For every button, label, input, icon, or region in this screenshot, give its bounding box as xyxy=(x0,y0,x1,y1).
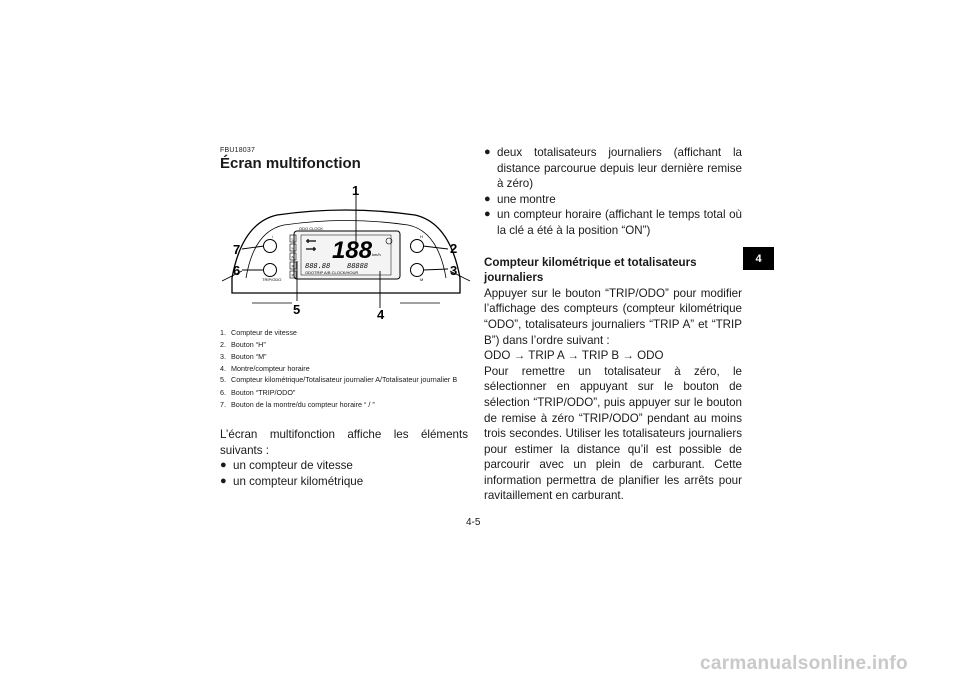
instrument-cluster-figure xyxy=(222,183,470,323)
legend-text: Bouton de la montre/du compteur horaire “ / ” xyxy=(231,399,375,409)
list-item xyxy=(220,474,468,490)
callout-6: 6 xyxy=(233,263,241,278)
legend-text: Bouton “TRIP/ODO” xyxy=(231,387,296,397)
list-item xyxy=(220,458,468,474)
speed-unit: km/h xyxy=(372,252,381,257)
list-item-text: un compteur de vitesse xyxy=(233,459,353,473)
lcd-bottom-label: ODOTRIP A/B CLOCK/HOUR xyxy=(305,270,359,275)
legend-item xyxy=(220,327,472,339)
indicator-p: P xyxy=(291,272,295,278)
legend-text: Bouton “M” xyxy=(231,352,267,361)
trip-odo-button[interactable] xyxy=(264,264,277,277)
right-body xyxy=(484,145,742,504)
trip-odo-button-label: TRIP/ODO xyxy=(262,277,282,282)
indicator-h: H xyxy=(291,245,295,251)
h-button-label: H xyxy=(420,234,423,239)
legend-num: 5. xyxy=(220,375,226,384)
body-paragraph-2: Pour remettre un totalisateur à zéro, le sélectionner en appuyant sur le bouton de sélection “TRIP/ODO”, puis appuyer sur le bouton de remise à zéro “TRIP/ODO” pendant au moins trois secondes. Utiliser les totalisateurs journaliers pour estimer la distance qu’il est possible de parcourir avec un plein de carburant. Cette information permettra de planifier les arrêts pour ravitaillement en carburant. xyxy=(484,364,742,503)
section-title: Écran multifonction xyxy=(220,155,361,172)
callout-4: 4 xyxy=(377,307,385,322)
callout-3: 3 xyxy=(450,263,458,278)
figure-legend xyxy=(220,327,472,411)
clock-hour-button-label: / xyxy=(272,234,274,239)
section-code: FBU18037 xyxy=(220,147,256,154)
m-button-label: M xyxy=(420,277,424,282)
lcd-right-row: 88888 xyxy=(347,263,369,271)
list-item xyxy=(484,145,742,192)
legend-num: 7. xyxy=(220,399,226,409)
callout-2: 2 xyxy=(450,241,458,256)
watermark: carmanualsonline.info xyxy=(700,653,908,674)
legend-text: Compteur kilométrique/Totalisateur journalier A/Totalisateur journalier B xyxy=(231,375,458,384)
sequence-line: ODO → TRIP A → TRIP B → ODO xyxy=(484,349,664,363)
page-number: 4-5 xyxy=(466,517,481,528)
legend-text: Compteur de vitesse xyxy=(231,328,297,337)
list-item xyxy=(484,192,742,208)
legend-num: 3. xyxy=(220,352,226,361)
legend-num: 1. xyxy=(220,328,226,337)
bullet-icon: ● xyxy=(220,474,227,487)
body-paragraph: Appuyer sur le bouton “TRIP/ODO” pour modifier l’affichage des compteurs (compteur kilométrique “ODO”, totalisateurs journaliers “TRIP A” et “TRIP B”) dans l’ordre suivant : xyxy=(484,286,742,347)
m-button[interactable] xyxy=(411,264,424,277)
bullet-icon: ● xyxy=(484,146,491,158)
bullet-icon: ● xyxy=(484,208,491,221)
legend-item xyxy=(220,399,472,411)
legend-text: Bouton “H” xyxy=(231,340,266,349)
legend-num: 2. xyxy=(220,340,226,349)
legend-item xyxy=(220,363,472,375)
legend-text: Montre/compteur horaire xyxy=(231,364,310,373)
indicator-l: L xyxy=(291,236,294,242)
indicator-n: N xyxy=(291,254,295,260)
list-item xyxy=(484,207,742,238)
bullet-icon: ● xyxy=(220,459,227,472)
speed-digits: 188 xyxy=(332,237,373,264)
legend-item xyxy=(220,351,472,363)
legend-item xyxy=(220,339,472,351)
clock-hour-button[interactable] xyxy=(264,240,277,253)
intro-paragraph: L’écran multifonction affiche les éléments suivants : xyxy=(220,428,468,457)
legend-num: 4. xyxy=(220,364,226,373)
bullet-list-right xyxy=(484,145,742,239)
legend-item xyxy=(220,387,472,399)
indicator-r: R xyxy=(291,263,295,269)
chapter-tab: 4 xyxy=(743,247,774,270)
callout-1: 1 xyxy=(352,183,360,198)
callout-5: 5 xyxy=(293,302,301,317)
legend-num: 6. xyxy=(220,387,226,397)
callout-7: 7 xyxy=(233,242,241,257)
list-item-text: deux totalisateurs journaliers (affichant la distance parcourue depuis leur dernière remise à zéro) xyxy=(497,146,742,191)
h-button[interactable] xyxy=(411,240,424,253)
bullet-icon: ● xyxy=(484,192,491,205)
list-item-text: un compteur horaire (affichant le temps total où la clé a été à la position “ON”) xyxy=(497,208,742,237)
subsection-heading: Compteur kilométrique et totalisateurs journaliers xyxy=(484,255,697,285)
lcd-left-row: 888.88 xyxy=(305,263,331,271)
list-item-text: un compteur kilométrique xyxy=(233,474,364,488)
list-item-text: une montre xyxy=(497,192,556,206)
lcd-top-label: ODO CLOCK xyxy=(299,226,324,231)
left-body xyxy=(220,427,468,489)
bullet-list-left xyxy=(220,458,468,489)
legend-item xyxy=(220,375,472,385)
